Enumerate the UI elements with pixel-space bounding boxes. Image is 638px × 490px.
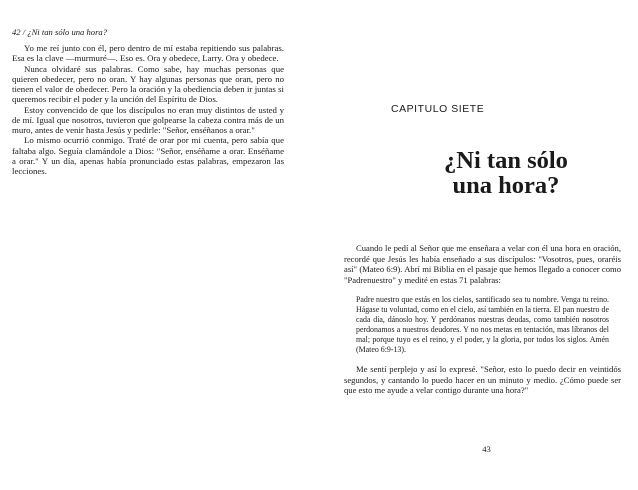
intro-paragraph: Cuando le pedí al Señor que me enseñara a velar con él una hora en oración, recordé que Jesús les había enseñado a sus discípulos: "Vosotros, pues, oraréis así" (Mateo 6:9). Abrí mi Biblia en el pasaje que hemos llegado a conocer como "Padrenuestro" y medité en estas 71 palabras:: [344, 243, 621, 285]
paragraph: Nunca olvidaré sus palabras. Como sabe, hay muchas personas que quieren obedecer, pero no oran. Y hay algunas personas que oran, pero no tienen el valor de obedecer. Pero la oración y la obediencia deben ir juntas si queremos recibir el poder y la unción del Espíritu de Dios.: [12, 63, 284, 105]
scripture-quote: Padre nuestro que estás en los cielos, santificado sea tu nombre. Venga tu reino. Hágase tu voluntad, como en el cielo, así también en la tierra. El pan nuestro de cada día, dánoslo hoy. Y perdónanos nuestras deudas, como también nosotros perdonamos a nuestros deudores. Y no nos metas en tentación, mas líbranos del mal; porque tuyo es el reino, y el poder, y la gloria, por todos los siglos. Amén (Mateo 6:9-13).: [356, 295, 609, 354]
chapter-title-line2: una hora?: [452, 172, 560, 199]
chapter-title-line1: ¿Ni tan sólo: [444, 147, 568, 174]
chapter-title: [416, 148, 596, 198]
right-page: [319, 0, 638, 490]
paragraph: Yo me reí junto con él, pero dentro de mí estaba repitiendo sus palabras. Esa es la clave —murmuré—. Eso es. Ora y obedece, Larry. Ora y obedece.: [12, 43, 284, 64]
left-body-text: [12, 43, 284, 176]
right-body-text: [344, 243, 621, 396]
paragraph: Estoy convencido de que los discípulos no eran muy distintos de usted y de mí. Igual que nosotros, tuvieron que golpearse la cabeza contra más de un muro, antes de venir hasta Jesús y pedirle: "Señor, enséñanos a orar.": [12, 104, 284, 135]
page-number: 43: [482, 444, 491, 454]
chapter-label: CAPITULO SIETE: [391, 104, 485, 115]
running-header: 42 / ¿Ni tan sólo una hora?: [12, 27, 108, 37]
paragraph: Lo mismo ocurrió conmigo. Traté de orar por mi cuenta, pero sabía que faltaba algo. Seguía clamándole a Dios: "Señor, enséñame a orar. Enséñame a orar." Y un día, apenas había pronunciado estas palabras, empezaron las lecciones.: [12, 135, 284, 176]
closing-paragraph: Me sentí perplejo y así lo expresé. "Señor, esto lo puedo decir en veintidós segundos, y cantando lo puedo hacer en un minuto y medio. ¿Cómo puede ser que esto me ayude a velar contigo durante una hora?": [344, 364, 621, 396]
